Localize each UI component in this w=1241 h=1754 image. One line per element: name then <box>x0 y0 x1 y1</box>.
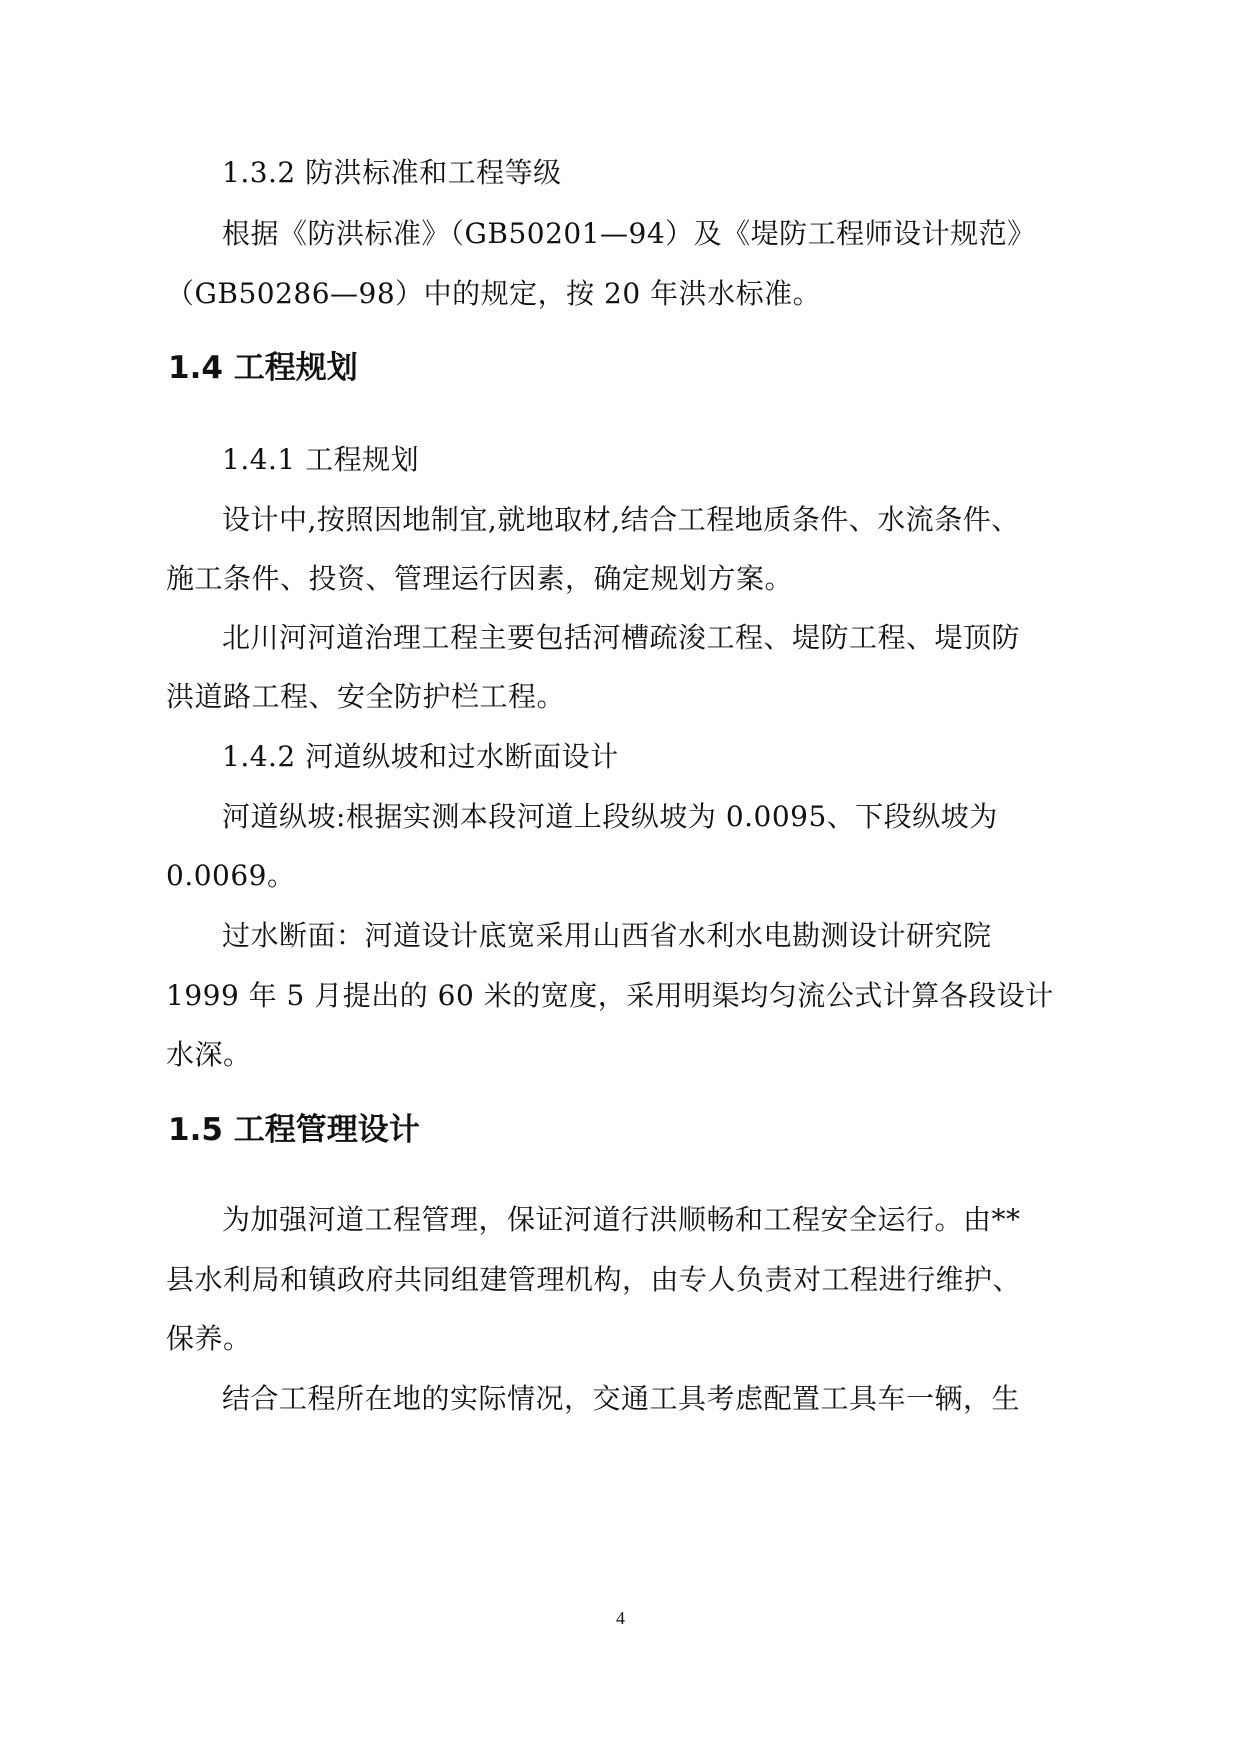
paragraph-line: 1999 年 5 月提出的 60 米的宽度，采用明渠均匀流公式计算各段设计 <box>166 979 1054 1012</box>
paragraph-line: 河道纵坡:根据实测本段河道上段纵坡为 0.0095、下段纵坡为 <box>222 800 998 833</box>
page-number: 4 <box>616 1608 625 1628</box>
paragraph-line: 根据《防洪标准》（GB50201—94）及《堤防工程师设计规范》 <box>222 217 1036 250</box>
paragraph-line: 结合工程所在地的实际情况，交通工具考虑配置工具车一辆，生 <box>222 1382 1021 1415</box>
paragraph-line: 施工条件、投资、管理运行因素，确定规划方案。 <box>166 562 794 595</box>
section-heading-1-5: 1.5 工程管理设计 <box>168 1112 420 1148</box>
paragraph-line: （GB50286—98）中的规定，按 20 年洪水标准。 <box>166 277 822 310</box>
paragraph-line: 北川河河道治理工程主要包括河槽疏浚工程、堤防工程、堤顶防 <box>222 621 1021 654</box>
subsection-title-1-3-2: 1.3.2 防洪标准和工程等级 <box>222 156 562 189</box>
paragraph-line: 水深。 <box>166 1038 252 1071</box>
subsection-title-1-4-2: 1.4.2 河道纵坡和过水断面设计 <box>222 740 619 773</box>
paragraph-line: 0.0069。 <box>166 859 296 892</box>
paragraph-line: 洪道路工程、安全防护栏工程。 <box>166 680 566 713</box>
paragraph-line: 县水利局和镇政府共同组建管理机构，由专人负责对工程进行维护、 <box>166 1263 1022 1296</box>
section-heading-1-4: 1.4 工程规划 <box>168 350 358 386</box>
paragraph-line: 为加强河道工程管理，保证河道行洪顺畅和工程安全运行。由** <box>222 1203 1021 1236</box>
paragraph-line: 过水断面：河道设计底宽采用山西省水利水电勘测设计研究院 <box>222 919 992 952</box>
subsection-title-1-4-1: 1.4.1 工程规划 <box>222 443 420 476</box>
paragraph-line: 保养。 <box>166 1322 252 1355</box>
paragraph-line: 设计中,按照因地制宜,就地取材,结合工程地质条件、水流条件、 <box>222 503 1020 536</box>
